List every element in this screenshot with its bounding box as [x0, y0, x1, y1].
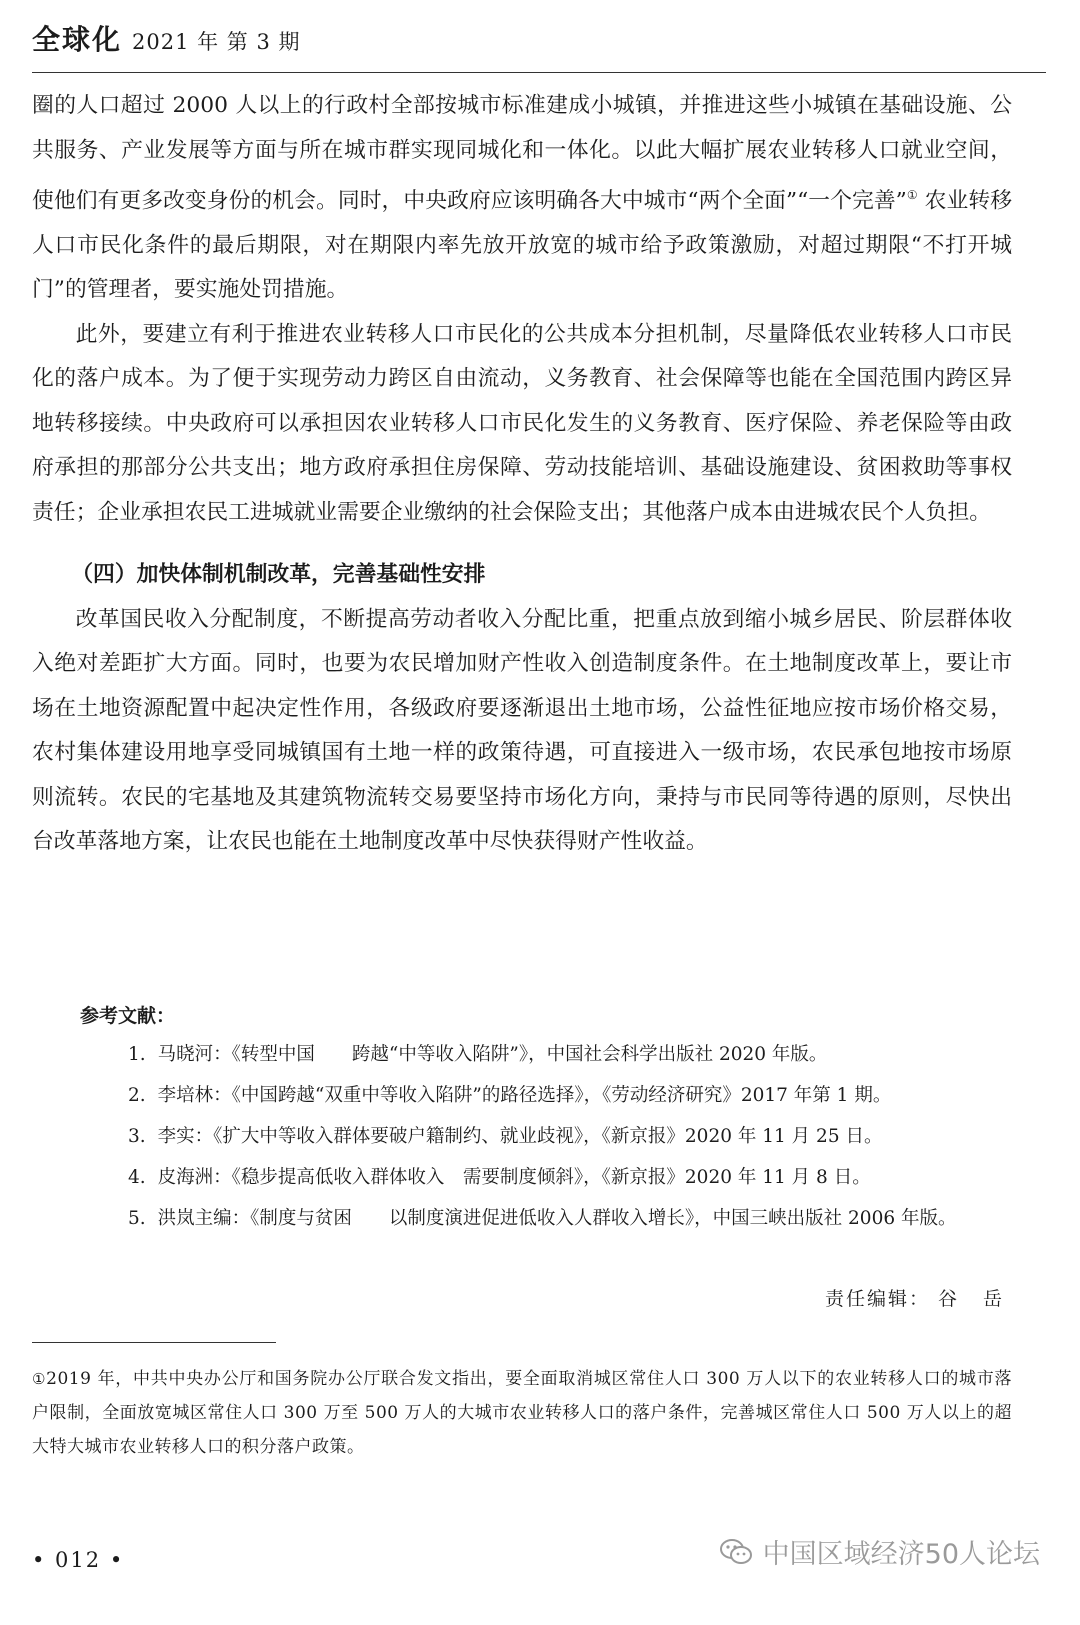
footnote-mark: ①: [32, 1370, 47, 1388]
reference-number: 2.: [128, 1085, 146, 1106]
references-title: 参考文献：: [80, 1005, 176, 1027]
footnote-rule: [32, 1342, 276, 1343]
header-rule: [32, 72, 1046, 73]
reference-number: 1.: [128, 1044, 146, 1065]
footnote-text: 2019 年，中共中央办公厅和国务院办公厅联合发文指出，要全面取消城区常住人口 300 万人以下的农业转移人口的城市落户限制，全面放宽城区常住人口 300 万至 500 万人的大城市农业转移人口的落户条件，完善城区常住人口 500 万人以上的超大特大城市农业转移人口的积分落户政策。: [32, 1369, 1012, 1457]
paragraph-1-tail: 农业转移人口市民化条件的最后期限，对在期限内率先放开放宽的城市给予政策激励，对超过期限“不打开城门”的管理者，要实施处罚措施。: [32, 188, 1012, 303]
page-header: [32, 18, 301, 58]
watermark: [719, 1532, 1040, 1571]
references-list: [32, 1034, 1012, 1239]
wechat-icon: [719, 1538, 753, 1566]
footnote-ref-mark: ①: [906, 188, 918, 202]
reference-text: 李实：《扩大中等收入群体要破户籍制约、就业歧视》，《新京报》2020 年 11 月 25 日。: [157, 1126, 883, 1147]
reference-item: [32, 1116, 1012, 1157]
issue-label: 2021 年 第 3 期: [132, 30, 301, 54]
article-body: [32, 84, 1012, 865]
reference-text: 马晓河：《转型中国 跨越“中等收入陷阱”》，中国社会科学出版社 2020 年版。: [157, 1044, 828, 1065]
reference-item: [32, 1198, 1012, 1239]
paragraph-3: 改革国民收入分配制度，不断提高劳动者收入分配比重，把重点放到缩小城乡居民、阶层群体收入绝对差距扩大方面。同时，也要为农民增加财产性收入创造制度条件。在土地制度改革上，要让市场在土地资源配置中起决定性作用，各级政府要逐渐退出土地市场，公益性征地应按市场价格交易，农村集体建设用地享受同城镇国有土地一样的政策待遇，可直接进入一级市场，农民承包地按市场原则流转。农民的宅基地及其建筑物流转交易要坚持市场化方向，秉持与市民同等待遇的原则，尽快出台改革落地方案，让农民也能在土地制度改革中尽快获得财产性收益。: [32, 606, 1012, 855]
editor-label: 责任编辑：: [824, 1288, 930, 1310]
responsible-editor: [825, 1284, 1012, 1311]
reference-text: 皮海洲：《稳步提高低收入群体收入 需要制度倾斜》，《新京报》2020 年 11 月 8 日。: [157, 1167, 871, 1188]
page-number: • 012 •: [32, 1548, 125, 1572]
reference-number: 3.: [128, 1126, 146, 1147]
paragraph-1: [32, 84, 1012, 313]
reference-item: [32, 1075, 1012, 1116]
reference-text: 洪岚主编：《制度与贫困 以制度演进促进低收入人群收入增长》，中国三峡出版社 2006 年版。: [157, 1208, 957, 1229]
references: [32, 998, 1012, 1239]
reference-number: 4.: [128, 1167, 146, 1188]
reference-number: 5.: [128, 1208, 146, 1229]
editor-name: 谷 岳: [937, 1288, 1012, 1310]
watermark-text: 中国区域经济50人论坛: [762, 1539, 1040, 1570]
paragraph-1-text: 圈的人口超过 2000 人以上的行政村全部按城市标准建成小城镇，并推进这些小城镇在基础设施、公共服务、产业发展等方面与所在城市群实现同城化和一体化。以此大幅扩展农业转移人口就业空间，使他们有更多改变身份的机会。同时，中央政府应该明确各大中城市“两个全面”“一个完善”: [32, 93, 1012, 214]
paragraph-2: 此外，要建立有利于推进农业转移人口市民化的公共成本分担机制，尽量降低农业转移人口市民化的落户成本。为了便于实现劳动力跨区自由流动，义务教育、社会保障等也能在全国范围内跨区异地转移接续。中央政府可以承担因农业转移人口市民化发生的义务教育、医疗保险、养老保险等由政府承担的那部分公共支出；地方政府承担住房保障、劳动技能培训、基础设施建设、贫困救助等事权责任；企业承担农民工进城就业需要企业缴纳的社会保险支出；其他落户成本由进城农民个人负担。: [32, 321, 1012, 525]
reference-item: [32, 1157, 1012, 1198]
reference-text: 李培林：《中国跨越“双重中等收入陷阱”的路径选择》，《劳动经济研究》2017 年第 1 期。: [157, 1085, 892, 1106]
section-heading: （四）加快体制机制改革，完善基础性安排: [71, 562, 486, 588]
footnote: [32, 1362, 1012, 1464]
journal-name: 全球化: [32, 23, 123, 56]
reference-item: [32, 1034, 1012, 1075]
